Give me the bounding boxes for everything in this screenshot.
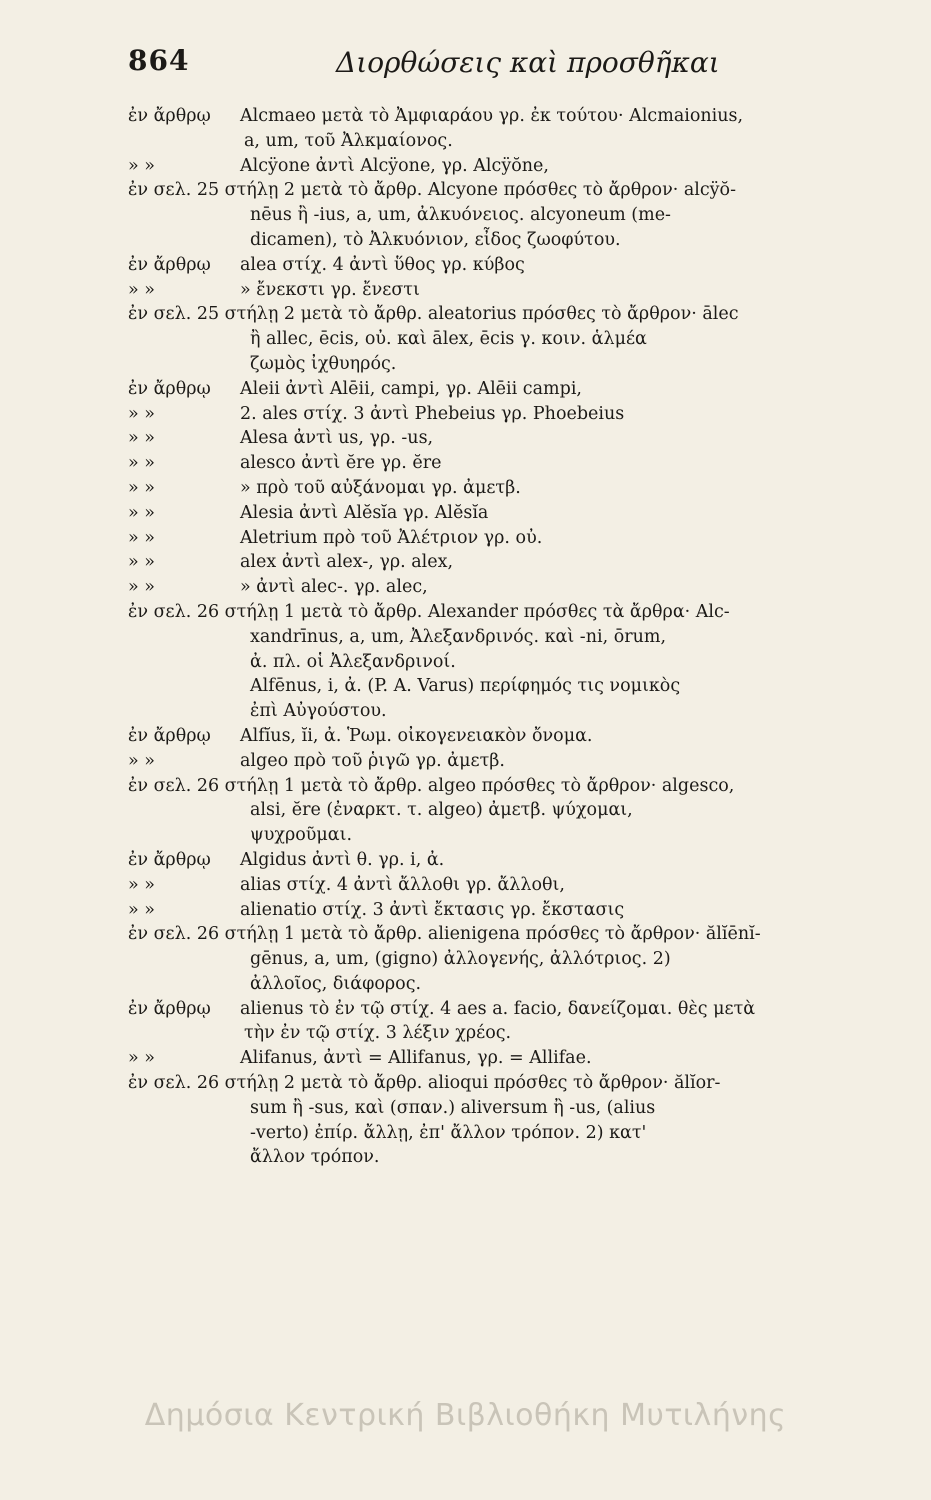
entry-locator: ἐν ἄρθρῳ bbox=[128, 849, 211, 870]
entry bbox=[128, 278, 855, 303]
entry bbox=[128, 104, 855, 154]
entry bbox=[128, 501, 855, 526]
entry-locator: » » bbox=[128, 1048, 155, 1069]
entry-first-line: » ἔνεκστι γρ. ἔνεστι bbox=[240, 279, 420, 300]
entry-continuation-line: sum ἢ -sus, καὶ (σπαν.) aliversum ἢ -us, (alius bbox=[250, 1097, 656, 1118]
entry bbox=[128, 476, 855, 501]
page-header bbox=[128, 44, 843, 88]
entry-locator: ἐν σελ. 26 στήλῃ 1 μετὰ τὸ ἄρθρ. alienigena πρόσθες τὸ ἄρθρον· ălĭēnĭ- bbox=[128, 924, 761, 945]
entry-continuation-line: gēnus, a, um, (gigno) ἀλλογενής, ἀλλότριος. 2) bbox=[250, 949, 671, 970]
entry-first-line: alea στίχ. 4 ἀντὶ ὕθος γρ. κύβος bbox=[240, 254, 525, 275]
entry bbox=[128, 550, 855, 575]
entry-first-line: » ἀντὶ alec-. γρ. alec, bbox=[240, 577, 428, 598]
entry-continuation-line: Alfēnus, i, ἀ. (P. A. Varus) περίφημός τις νομικὸς bbox=[250, 676, 681, 697]
entry-first-line: Aletrium πρὸ τοῦ Ἀλέτριον γρ. οὐ. bbox=[240, 527, 543, 548]
entry-locator: » » bbox=[128, 899, 155, 920]
entry-continuation-line: dicamen), τὸ Ἀλκυόνιον, εἶδος ζωοφύτου. bbox=[250, 229, 621, 250]
entry-first-line: alienatio στίχ. 3 ἀντὶ ἔκτασις γρ. ἔκστασις bbox=[240, 899, 625, 920]
entry bbox=[128, 426, 855, 451]
page-number: 864 bbox=[128, 44, 190, 77]
entry bbox=[128, 774, 855, 848]
entry-locator: » » bbox=[128, 453, 155, 474]
entry bbox=[128, 302, 855, 376]
corrigenda-list bbox=[128, 104, 855, 1170]
entry-continuation-line: a, um, τοῦ Ἀλκμαίονος. bbox=[244, 130, 453, 151]
entry-first-line: Alfĭus, ĭi, ἀ. Ῥωμ. οἰκογενειακὸν ὄνομα. bbox=[240, 725, 593, 746]
entry-continuation-line: ἄλλον τρόπον. bbox=[250, 1147, 380, 1168]
entry-locator: ἐν σελ. 25 στήλῃ 2 μετὰ τὸ ἄρθρ. aleatorius πρόσθες τὸ ἄρθρον· ālec bbox=[128, 304, 739, 325]
entry-first-line: Algidus ἀντὶ θ. γρ. i, ἀ. bbox=[240, 849, 445, 870]
entry-continuation-line: ἢ allec, ēcis, οὐ. καὶ ālex, ēcis γ. κοιν. ἁλμέα bbox=[250, 329, 647, 350]
entry-locator: ἐν σελ. 25 στήλῃ 2 μετὰ τὸ ἄρθρ. Alcyone πρόσθες τὸ ἄρθρον· alcÿŏ- bbox=[128, 180, 736, 201]
entry-locator: ἐν ἄρθρῳ bbox=[128, 378, 211, 399]
entry bbox=[128, 600, 855, 724]
entry-continuation-line: τὴν ἐν τῷ στίχ. 3 λέξιν χρέος. bbox=[244, 1023, 512, 1044]
entry-continuation-line: ἀλλοῖος, διάφορος. bbox=[250, 973, 422, 994]
entry-continuation-line: ζωμὸς ἰχθυηρός. bbox=[250, 353, 397, 374]
entry-locator: ἐν ἄρθρῳ bbox=[128, 106, 211, 126]
entry-locator: ἐν σελ. 26 στήλῃ 2 μετὰ τὸ ἄρθρ. alioqui πρόσθες τὸ ἄρθρον· ălĭor- bbox=[128, 1073, 721, 1094]
entry-locator: » » bbox=[128, 155, 155, 176]
entry-locator: ἐν ἄρθρῳ bbox=[128, 998, 211, 1019]
entry-first-line: Alcÿone ἀντὶ Alcÿone, γρ. Alcÿŏne, bbox=[240, 155, 549, 176]
entry-locator: ἐν σελ. 26 στήλῃ 1 μετὰ τὸ ἄρθρ. Alexander πρόσθες τὰ ἄρθρα· Alc- bbox=[128, 601, 730, 622]
entry-locator: » » bbox=[128, 428, 155, 449]
entry-locator: » » bbox=[128, 477, 155, 498]
entry-locator: ἐν σελ. 26 στήλῃ 1 μετὰ τὸ ἄρθρ. algeo πρόσθες τὸ ἄρθρον· algesco, bbox=[128, 775, 735, 796]
entry-continuation-line: ἀ. πλ. οἱ Ἀλεξανδρινοί. bbox=[250, 651, 456, 672]
entry-locator: ἐν ἄρθρῳ bbox=[128, 725, 211, 746]
entry bbox=[128, 749, 855, 774]
entry-continuation-line: alsi, ĕre (ἐναρκτ. τ. algeo) ἀμετβ. ψύχομαι, bbox=[250, 800, 633, 821]
running-title: Διορθώσεις καὶ προσθῆκαι bbox=[336, 46, 720, 79]
entry-first-line: algeo πρὸ τοῦ ῥιγῶ γρ. ἀμετβ. bbox=[240, 750, 505, 771]
entry bbox=[128, 575, 855, 600]
entry bbox=[128, 1046, 855, 1071]
entry-locator: » » bbox=[128, 279, 155, 300]
entry bbox=[128, 402, 855, 427]
entry-first-line: alienus τὸ ἐν τῷ στίχ. 4 aes a. facio, δανείζομαι. θὲς μετὰ bbox=[240, 998, 756, 1019]
entry-continuation-line: -verto) ἐπίρ. ἄλλῃ, ἐπ' ἄλλον τρόπον. 2) κατ' bbox=[250, 1122, 647, 1143]
entry-locator: » » bbox=[128, 577, 155, 598]
entry bbox=[128, 178, 855, 252]
entry-continuation-line: ψυχροῦμαι. bbox=[250, 825, 353, 846]
entry-continuation-line: ἐπὶ Αὐγούστου. bbox=[250, 701, 387, 722]
library-watermark: Δημόσια Κεντρική Βιβλιοθήκη Μυτιλήνης bbox=[144, 1398, 787, 1433]
entry-first-line: Alesa ἀντὶ us, γρ. -us, bbox=[240, 428, 434, 449]
entry-locator: » » bbox=[128, 502, 155, 523]
entry bbox=[128, 873, 855, 898]
entry-locator: » » bbox=[128, 552, 155, 573]
entry-first-line: 2. ales στίχ. 3 ἀντὶ Phebeius γρ. Phoebeius bbox=[240, 403, 625, 424]
entry-first-line: alesco ἀντὶ ĕre γρ. ĕre bbox=[240, 453, 442, 474]
entry bbox=[128, 848, 855, 873]
entry-first-line: » πρὸ τοῦ αὐξάνομαι γρ. ἀμετβ. bbox=[240, 477, 521, 498]
entry-locator: » » bbox=[128, 750, 155, 771]
entry-first-line: alias στίχ. 4 ἀντὶ ἄλλοθι γρ. ἄλλοθι, bbox=[240, 874, 565, 895]
entry-locator: » » bbox=[128, 874, 155, 895]
entry-first-line: alex ἀντὶ alex-, γρ. alex, bbox=[240, 552, 454, 573]
entry bbox=[128, 997, 855, 1047]
entry bbox=[128, 898, 855, 923]
entry-continuation-line: xandrīnus, a, um, Ἀλεξανδρινός. καὶ -ni, ōrum, bbox=[250, 626, 667, 647]
entry-first-line: Alesia ἀντὶ Alĕsĭa γρ. Alĕsĭa bbox=[240, 502, 489, 523]
entry-locator: » » bbox=[128, 527, 155, 548]
entry-first-line: Alifanus, ἀντὶ = Allifanus, γρ. = Allifae. bbox=[240, 1048, 592, 1069]
entry bbox=[128, 377, 855, 402]
entry-continuation-line: nēus ἢ -ius, a, um, ἀλκυόνειος. alcyoneum (me- bbox=[250, 205, 671, 226]
entry bbox=[128, 253, 855, 278]
entry bbox=[128, 451, 855, 476]
entry-locator: » » bbox=[128, 403, 155, 424]
entry bbox=[128, 922, 855, 996]
entry bbox=[128, 154, 855, 179]
entry-first-line: Alcmaeo μετὰ τὸ Ἀμφιαράου γρ. ἐκ τούτου· Alcmaionius, bbox=[240, 106, 744, 126]
entry bbox=[128, 724, 855, 749]
entry-first-line: Aleii ἀντὶ Alēii, campi, γρ. Alēii campi, bbox=[240, 378, 582, 399]
entry bbox=[128, 526, 855, 551]
entry-locator: ἐν ἄρθρῳ bbox=[128, 254, 211, 275]
entry bbox=[128, 1071, 855, 1170]
